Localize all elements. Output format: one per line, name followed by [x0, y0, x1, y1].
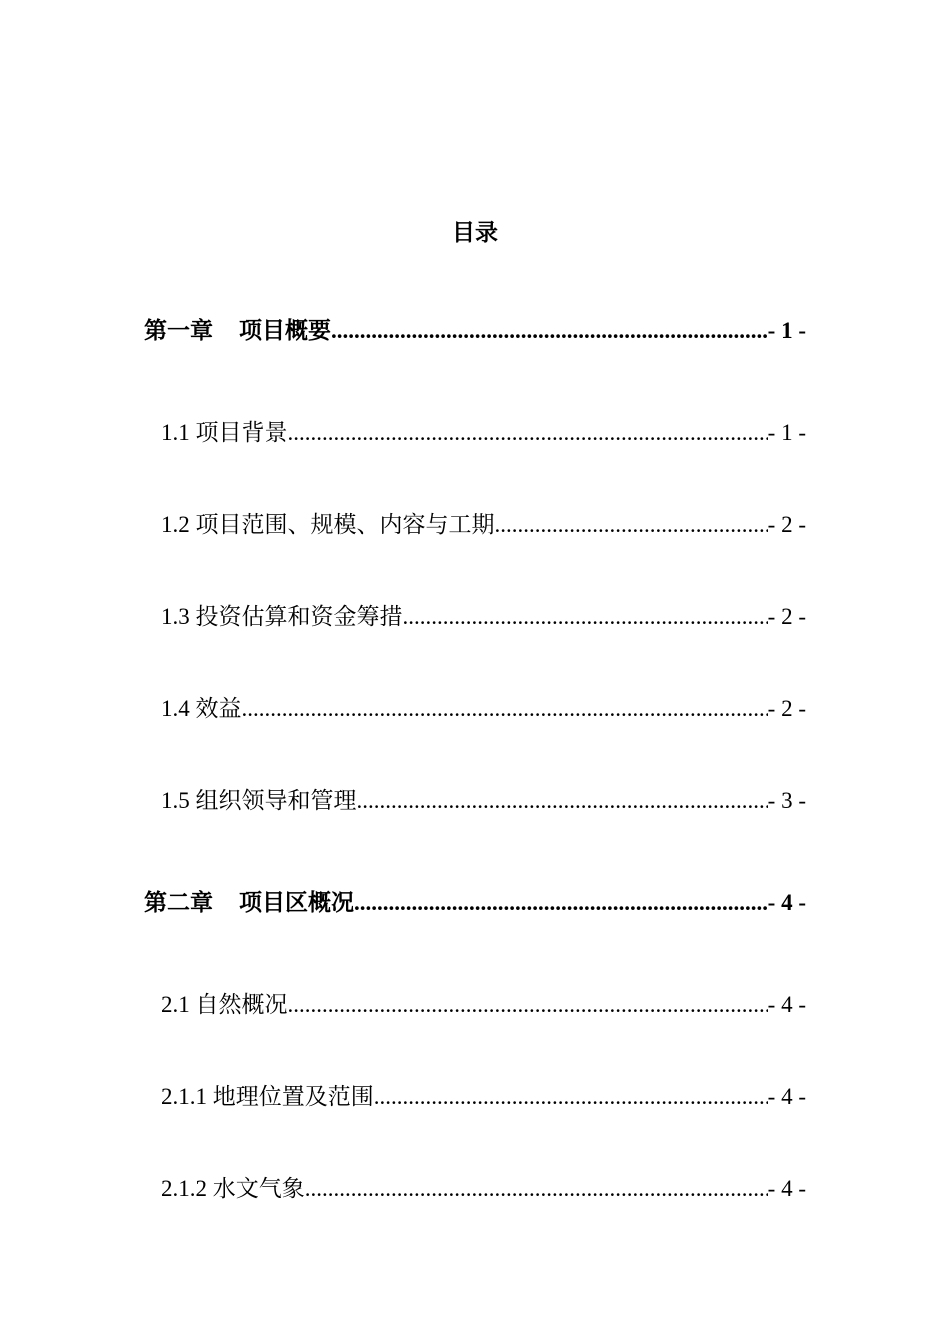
toc-entry-text: 地理位置及范围	[212, 1084, 374, 1109]
toc-entry-text: 项目区概况	[239, 890, 354, 915]
toc-entry-1-3[interactable]	[161, 600, 806, 634]
toc-entry-label	[161, 416, 288, 450]
toc-entry-text: 投资估算和资金筹措	[195, 604, 403, 629]
toc-entry-number: 1.2	[161, 512, 190, 537]
toc-page-number: - 4 -	[767, 1084, 806, 1109]
toc-entry-2-1[interactable]	[161, 988, 806, 1022]
toc-dot-leader	[242, 692, 768, 726]
toc-entry-text: 水文气象	[212, 1176, 305, 1201]
toc-entry-1-4[interactable]	[161, 692, 806, 726]
toc-entry-number: 1.4	[161, 696, 190, 721]
toc-entry-text: 效益	[195, 696, 242, 721]
toc-entry-2-1-1[interactable]	[161, 1080, 806, 1114]
toc-entry-chapter-2[interactable]	[144, 886, 806, 920]
toc-entry-text: 项目概要	[239, 318, 331, 343]
toc-dot-leader	[288, 988, 768, 1022]
toc-page-number: - 1 -	[767, 318, 806, 343]
toc-page-number: - 3 -	[767, 788, 806, 813]
toc-entry-number: 第二章	[144, 890, 213, 915]
toc-entry-label	[161, 1172, 305, 1206]
toc-dot-leader	[288, 416, 768, 450]
toc-page-number: - 2 -	[767, 604, 806, 629]
toc-entry-text: 组织领导和管理	[195, 788, 357, 813]
toc-page-number: - 4 -	[767, 1176, 806, 1201]
toc-entry-label	[161, 1080, 374, 1114]
toc-title: 目录	[452, 220, 498, 245]
toc-entry-number: 2.1.2	[161, 1176, 207, 1201]
toc-dot-leader	[305, 1172, 768, 1206]
toc-entry-label	[161, 988, 288, 1022]
toc-entry-label	[161, 784, 357, 818]
toc-page-number: - 4 -	[767, 992, 806, 1017]
toc-entry-1-1[interactable]	[161, 416, 806, 450]
toc-dot-leader	[403, 600, 768, 634]
toc-entry-label	[144, 886, 354, 920]
toc-entry-label	[144, 314, 331, 348]
toc-entry-label	[161, 508, 495, 542]
toc-page-number: - 2 -	[767, 696, 806, 721]
toc-entry-label	[161, 600, 403, 634]
toc-entry-text: 项目范围、规模、内容与工期	[195, 512, 495, 537]
toc-entry-number: 1.1	[161, 420, 190, 445]
toc-dot-leader	[354, 886, 768, 920]
toc-entry-1-2[interactable]	[161, 508, 806, 542]
toc-entry-number: 2.1	[161, 992, 190, 1017]
toc-entry-text: 自然概况	[195, 992, 288, 1017]
toc-page-number: - 4 -	[767, 890, 806, 915]
toc-entry-2-1-2[interactable]	[161, 1172, 806, 1206]
toc-dot-leader	[495, 508, 768, 542]
toc-dot-leader	[374, 1080, 768, 1114]
toc-entry-label	[161, 692, 242, 726]
toc-dot-leader	[357, 784, 768, 818]
toc-dot-leader	[331, 314, 768, 348]
toc-entry-1-5[interactable]	[161, 784, 806, 818]
toc-entry-chapter-1[interactable]	[144, 314, 806, 348]
toc-entry-number: 第一章	[144, 318, 213, 343]
toc-entry-number: 1.3	[161, 604, 190, 629]
toc-page-number: - 2 -	[767, 512, 806, 537]
toc-entry-number: 1.5	[161, 788, 190, 813]
toc-page-number: - 1 -	[767, 420, 806, 445]
toc-entry-text: 项目背景	[195, 420, 288, 445]
toc-entry-number: 2.1.1	[161, 1084, 207, 1109]
